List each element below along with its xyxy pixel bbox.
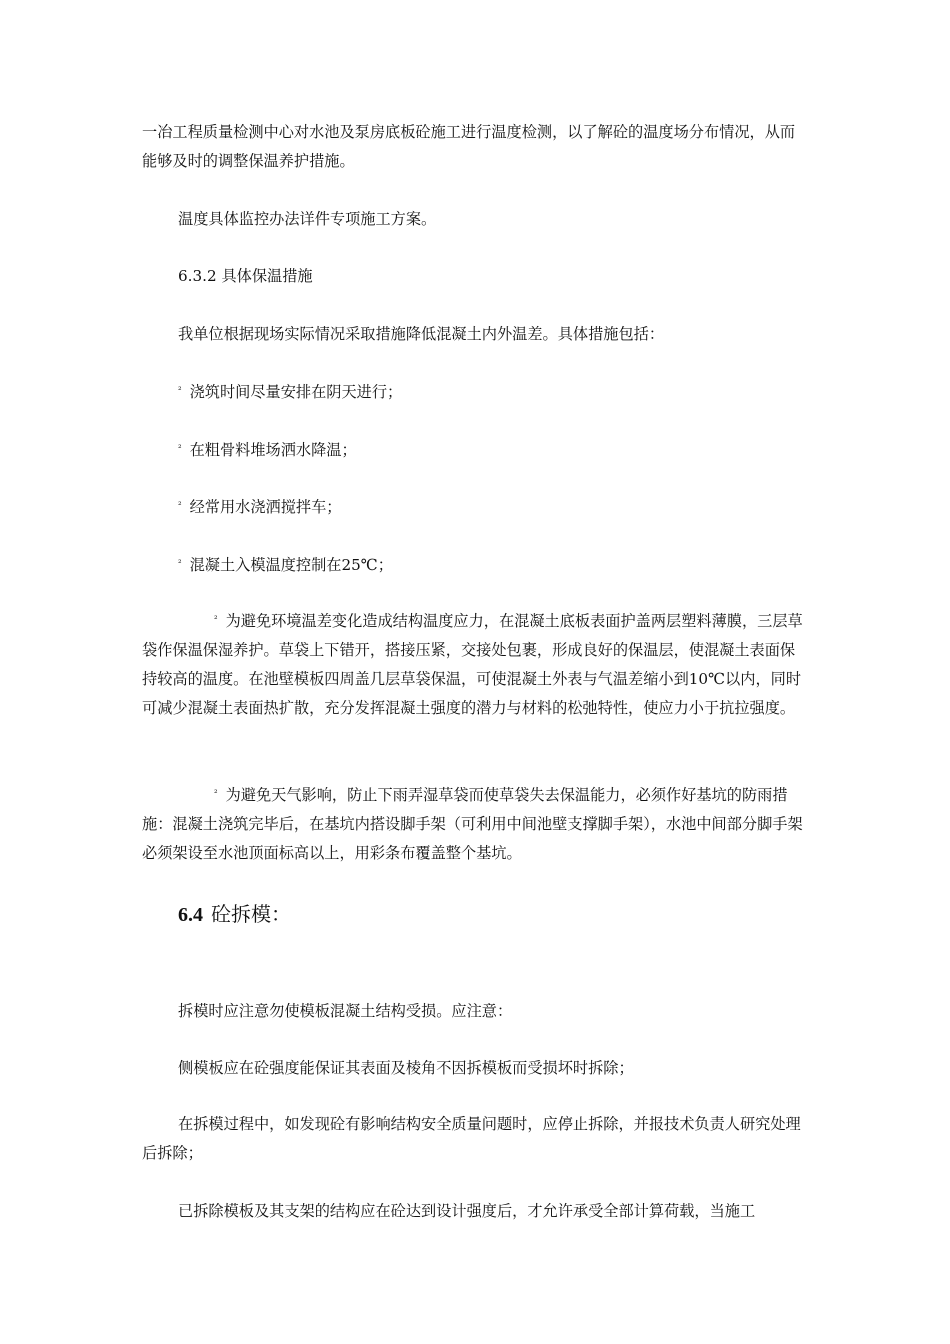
bullet-paragraph-text: 为避免环境温差变化造成结构温度应力，在混凝土底板表面护盖两层塑料薄膜，三层草袋作保温保湿养护。草袋上下错开，搭接压紧，交接处包裹，形成良好的保温层，使混凝土表面保持较高的温度。在池壁模板四周盖几层草袋保温，可使混凝土外表与气温差缩小到10℃以内，同时可减少混凝土表面热扩散，充分发挥混凝土强度的潜力与材料的松弛特性，使应力小于抗拉强度。 bbox=[142, 612, 803, 717]
bullet-text: 浇筑时间尽量安排在阴天进行； bbox=[189, 383, 403, 401]
process-paragraph: 在拆模过程中，如发现砼有影响结构安全质量问题时，应停止拆除，并报技术负责人研究处理后拆除； bbox=[142, 1115, 801, 1162]
bullet-item bbox=[178, 550, 393, 580]
bullet-paragraph bbox=[142, 606, 810, 723]
bullet-text: 在粗骨料堆场洒水降温； bbox=[189, 441, 357, 459]
intro-paragraph: 一冶工程质量检测中心对水池及泵房底板砼施工进行温度检测，以了解砼的温度场分布情况，从而能够及时的调整保温养护措施。 bbox=[142, 123, 796, 170]
subsection-heading: 6.3.2 具体保温措施 bbox=[178, 267, 313, 285]
monitor-plan-line: 温度具体监控办法详件专项施工方案。 bbox=[178, 210, 437, 228]
bullet-item bbox=[178, 377, 402, 407]
measures-intro: 我单位根据现场实际情况采取措施降低混凝土内外温差。具体措施包括： bbox=[178, 325, 664, 343]
bullet-symbol: ² bbox=[214, 789, 218, 799]
section-title: 砼拆模： bbox=[211, 902, 291, 926]
side-forms-line: 侧模板应在砼强度能保证其表面及棱角不因拆模板而受损坏时拆除； bbox=[178, 1059, 634, 1077]
bullet-symbol: ² bbox=[178, 559, 182, 569]
bullet-symbol: ² bbox=[178, 444, 182, 454]
bullet-symbol: ² bbox=[178, 386, 182, 396]
section-number: 6.4 bbox=[178, 904, 203, 926]
demolding-intro: 拆模时应注意勿使模板混凝土结构受损。应注意： bbox=[178, 1002, 513, 1020]
bullet-symbol: ² bbox=[214, 615, 218, 625]
bullet-text: 经常用水浇洒搅拌车； bbox=[189, 498, 342, 516]
bullet-item bbox=[178, 435, 357, 465]
bullet-paragraph-text: 为避免天气影响，防止下雨弄湿草袋而使草袋失去保温能力，必须作好基坑的防雨措施：混凝土浇筑完毕后，在基坑内搭设脚手架（可利用中间池壁支撑脚手架），水池中间部分脚手架必须架设至水池顶面标高以上，用彩条布覆盖整个基坑。 bbox=[142, 786, 803, 862]
load-line: 已拆除模板及其支架的结构应在砼达到设计强度后，才允许承受全部计算荷载，当施工 bbox=[178, 1202, 756, 1220]
bullet-text: 混凝土入模温度控制在25℃； bbox=[189, 556, 393, 574]
bullet-item bbox=[178, 492, 341, 522]
section-heading bbox=[178, 898, 291, 927]
bullet-paragraph bbox=[142, 780, 810, 868]
bullet-symbol: ² bbox=[178, 501, 182, 511]
